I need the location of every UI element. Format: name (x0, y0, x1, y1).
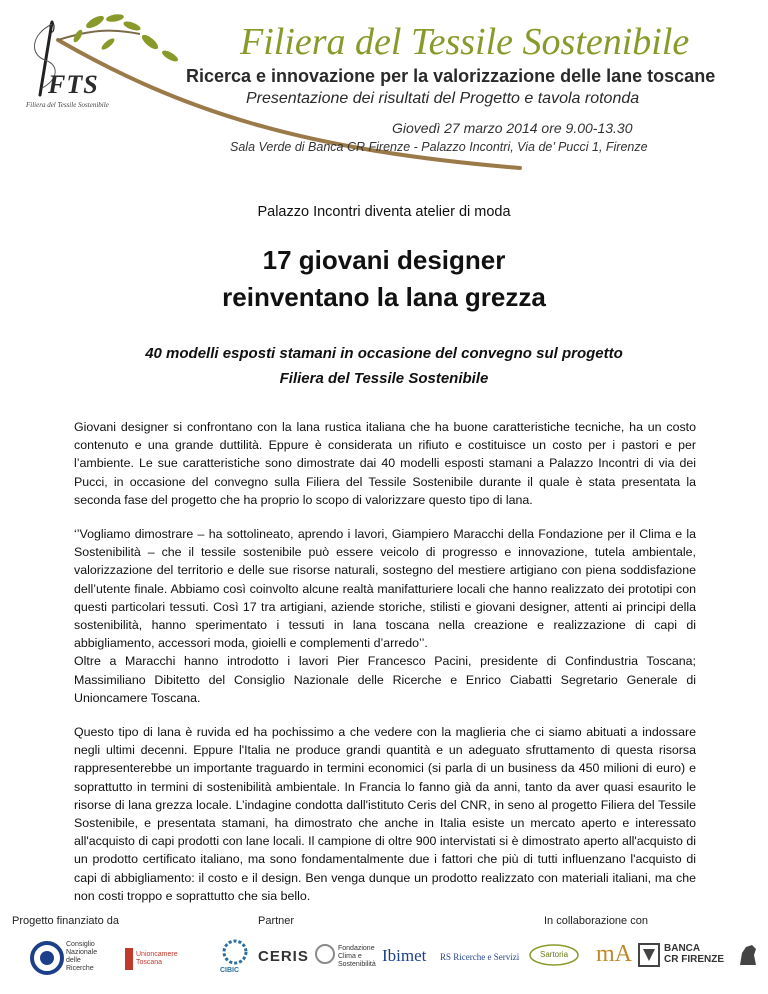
bancacr-line1: BANCA (664, 943, 701, 954)
unioncamere-logo-icon (125, 948, 133, 970)
paragraph: Oltre a Maracchi hanno introdotto i lavori Pier Francesco Pacini, presidente di Confindustria Toscana; Massimiliano Dibitetto del Consiglio Nazionale delle Ricerche e Enrico Ciabatti Segretario Generale di Unioncamere Toscana. (74, 654, 696, 705)
logo-text: FTS (48, 70, 99, 99)
bancacr-logo-icon (638, 943, 660, 967)
ceris-logo-text: CERIS (258, 948, 309, 965)
bancacr-line2: CR FIRENZE (664, 954, 724, 965)
rs-logo-text: RS Ricerche e Servizi (440, 952, 520, 962)
osservatorio-logo-text: mA (596, 941, 632, 967)
logo-subtitle: Filiera del Tessile Sostenibile (26, 101, 109, 109)
horse-emblem-icon (736, 941, 760, 969)
cnr-logo-icon (30, 941, 64, 975)
funded-by-label: Progetto finanziato da (12, 915, 120, 927)
cibic-logo-text: CIBIC (220, 967, 240, 974)
collaboration-label: In collaborazione con (544, 915, 648, 927)
article-subtitle-line1: 40 modelli esposti stamani in occasione del convegno sul progetto (145, 345, 623, 362)
event-description: Presentazione dei risultati del Progetto e tavola rotonda (246, 90, 640, 107)
article-subtitle (0, 341, 768, 391)
event-location: Sala Verde di Banca CR Firenze - Palazzo Incontri, Via de’ Pucci 1, Firenze (230, 140, 648, 154)
event-title: Filiera del Tessile Sostenibile (240, 21, 690, 63)
article-subtitle-line2: Filiera del Tessile Sostenibile (279, 370, 489, 387)
fondazione-logo-text: Fondazione Clima e Sostenibilità (338, 945, 376, 968)
event-header (0, 0, 768, 170)
paragraph: Questo tipo di lana è ruvida ed ha pochissimo a che vedere con la maglieria che ci siamo abituati a indossare negli ultimi decenni. Eppure l'Italia ne produce grandi quantità e un adeguato sfruttamento di questa risorsa rappresenterebbe un importante traguardo in termini economici (si parla di un business da 450 milioni di euro) e soprattutto in termini di sostenibilità ambientale. In Francia lo fanno già da anni, tanto da aver quasi esaurito le risorse di lana grezza locale. L’indagine condotta dall'istituto Ceris del CNR, in seno al progetto Filiera del Tessile Sostenibile, e presentata stamani, ha dimostrato che anche in Italia esiste un mercato aperto e interessato all'acquisto di capi prodotti con lane locali. Il campione di oltre 900 intervistati si è dimostrato aperto all'acquisto di un prodotto certificato italiano, ma sono fondamentalmente due i fattori che più di tutti influenzano l'acquisto di capi di abbigliamento: il costo e il design. Ben venga dunque un prodotto realizzato con materiali italiani, ma che non costi troppo e soprattutto che sia bello. (74, 725, 696, 903)
sponsor-footer (0, 915, 768, 994)
paragraph: ‘’Vogliamo dimostrare – ha sottolineato, aprendo i lavori, Giampiero Maracchi della Fondazione per il Clima e la Sostenibilità – che il tessile sostenibile può essere veicolo di progresso e innovazione, tutela ambientale, valorizzazione del territorio e delle sue risorse naturali, sostegno del mestiere artigiano con piena soddisfazione dell’utente finale. Abbiamo così coinvolto alcune realtà manifatturiere locali che hanno realizzato dei prototipi con questi particolari tessuti. Così 17 tra artigiani, aziende storiche, stilisti e giovani designer, attenti ai principi della sostenibilità, hanno sperimentato i tessuti in lana toscana nella creazione e realizzazione di capi di abbigliamento, accessori moda, gioielli e complementi d’arredo’’. (74, 527, 696, 651)
partner-label: Partner (258, 915, 295, 927)
cnr-logo-text: Consiglio Nazionale delle Ricerche (66, 941, 98, 972)
ibimet-logo-text: Ibimet (382, 946, 427, 965)
fondazione-logo-icon (314, 943, 336, 965)
article-title (0, 242, 768, 316)
event-date: Giovedì 27 marzo 2014 ore 9.00-13.30 (392, 120, 633, 136)
article-title-line2: reinventano la lana grezza (222, 282, 546, 312)
article-title-line1: 17 giovani designer (262, 245, 506, 275)
sartoria-logo-text: Sartoria (540, 950, 569, 959)
paragraph: Giovani designer si confrontano con la lana rustica italiana che ha buone caratteristiche tecniche, ha un costo contenuto e una grande duttilità. Eppure è considerata un rifiuto e costituisce un costo per i pastori e per l’ambiente. Le sue caratteristiche sono dimostrate dai 40 modelli esposti stamani a Palazzo Incontri di via dei Pucci, in occasione del convegno sulla Filiera del Tessile Sostenibile durante il quale è stata presentata la seconda fase del progetto che ha proprio lo scopo di valorizzare questo tipo di lana. (74, 420, 696, 507)
cibic-logo-icon (222, 939, 248, 965)
unioncamere-logo-text: Unioncamere Toscana (136, 951, 178, 966)
event-subtitle: Ricerca e innovazione per la valorizzazione delle lane toscane (186, 66, 716, 86)
bancacr-logo-text (664, 943, 724, 965)
article-body (74, 418, 696, 921)
article-kicker: Palazzo Incontri diventa atelier di moda (257, 204, 511, 220)
